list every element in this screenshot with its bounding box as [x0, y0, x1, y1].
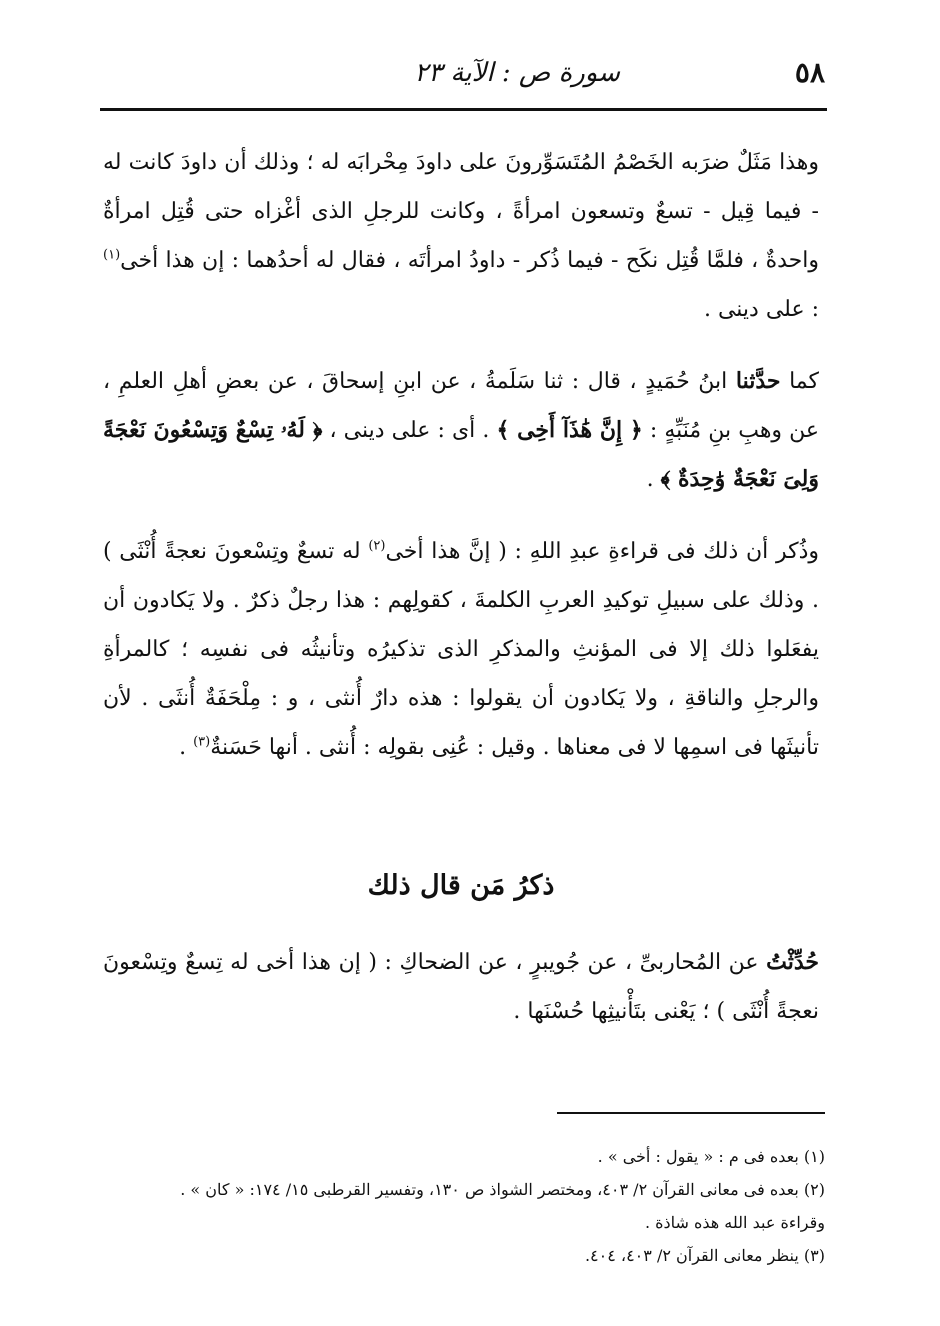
header-rule [100, 108, 827, 111]
running-title: سورة ص : الآية ٢٣ [414, 58, 620, 88]
footnote-1: (١) بعده فى م : « يقول : أخى » . [597, 1147, 825, 1166]
paragraph-3-part1: وذُكر أن ذلك فى قراءةِ عبدِ اللهِ : ( إنَّ هذا أخى [385, 539, 819, 564]
paragraph-3-tail: . [179, 735, 194, 760]
paragraph-1 [103, 138, 819, 334]
section-title: ذكرُ مَن قال ذلك [367, 870, 555, 901]
footnote-2-continued: وقراءة عبد الله هذه شاذة . [644, 1213, 825, 1232]
footnote-ref-2: (٢) [368, 538, 386, 554]
isnad-keyword: حدَّثنا [735, 368, 781, 394]
footnote-ref-1: (١) [103, 247, 121, 263]
paragraph-2-part4: . [646, 467, 661, 492]
paragraph-4 [103, 938, 819, 1036]
page-number: ٥٨ [794, 56, 825, 89]
paragraph-3 [103, 527, 819, 772]
paragraph-2 [103, 357, 819, 504]
quran-quote-2: ﴿ لَهُۥ تِسْعٌ وَتِسْعُونَ نَعْجَةً وَلِىَ نَعْجَةٌ وَٰحِدَةٌ ﴾ [103, 417, 819, 492]
paragraph-2-part2: ابنُ حُمَيدٍ ، قال : ثنا سَلَمةُ ، عن ابنِ إسحاقَ ، عن بعضِ أهلِ العلمِ ، عن وهبِ بنِ مُنَبِّهٍ : [103, 369, 820, 443]
quran-quote-1: ﴿ إِنَّ هَٰذَآ أَخِى ﴾ [496, 417, 643, 443]
paragraph-2-part3: . أى : على دينى ، [322, 418, 497, 443]
paragraph-1-tail: : على دينى . [703, 297, 819, 322]
footnote-2: (٢) بعده فى معانى القرآن ٢/ ٤٠٣، ومختصر الشواذ ص ١٣٠، وتفسير القرطبى ١٥/ ١٧٤: « كان » . [180, 1180, 825, 1199]
paragraph-2-part1: كما [780, 369, 819, 394]
footnote-rule [557, 1112, 825, 1114]
paragraph-3-part2: له تسعٌ وتِسْعونَ نعجةً أُنْثَى ) . وذلك على سبيلِ توكيدِ العربِ الكلمةَ ، كقولِهم : هذا رجلٌ ذكرٌ . ولا يَكادون أن يفعَلوا ذلك إلا فى المؤنثِ والمذكرِ الذى تذكيرُه وتأنيثُه فى نفسِه ؛ كالمرأةِ والرجلِ والناقةِ ، ولا يَكادون أن يقولوا : هذه دارٌ أُنثى ، و : مِلْحَفَةٌ أُنثَى . لأن تأنيثَها فى اسمِها لا فى معناها . وقيل : عُنِى بقولِه : أُنثى . أنها حَسَنةٌ [103, 539, 819, 760]
footnote-3: (٣) ينظر معانى القرآن ٢/ ٤٠٣، ٤٠٤. [584, 1246, 825, 1265]
paragraph-1-text: وهذا مَثَلٌ ضرَبه الخَصْمُ المُتَسَوِّرونَ على داودَ مِحْرابَه له ؛ وذلك أن داودَ كانت له - فيما قِيل - تسعٌ وتسعون امرأةً ، وكانت للرجلِ الذى أغْزاه حتى قُتِل امرأةٌ واحدةٌ ، فلمَّا قُتِل نكَح - فيما ذُكر - داودُ امرأتَه ، فقال له أحدُهما : إن هذا أخى [103, 150, 819, 273]
page-header [100, 52, 825, 102]
isnad-keyword-2: حُدِّثْتُ [766, 949, 819, 975]
footnotes [103, 1140, 825, 1272]
footnote-ref-3: (٣) [193, 734, 211, 750]
paragraph-4-text: عن المُحاربىِّ ، عن جُويبرٍ ، عن الضحاكِ : ( إن هذا أخى له تِسعٌ وتِسْعونَ نعجةً أُنْثَى ) ؛ يَعْنى بتَأْنيثِها حُسْنَها . [103, 950, 819, 1024]
